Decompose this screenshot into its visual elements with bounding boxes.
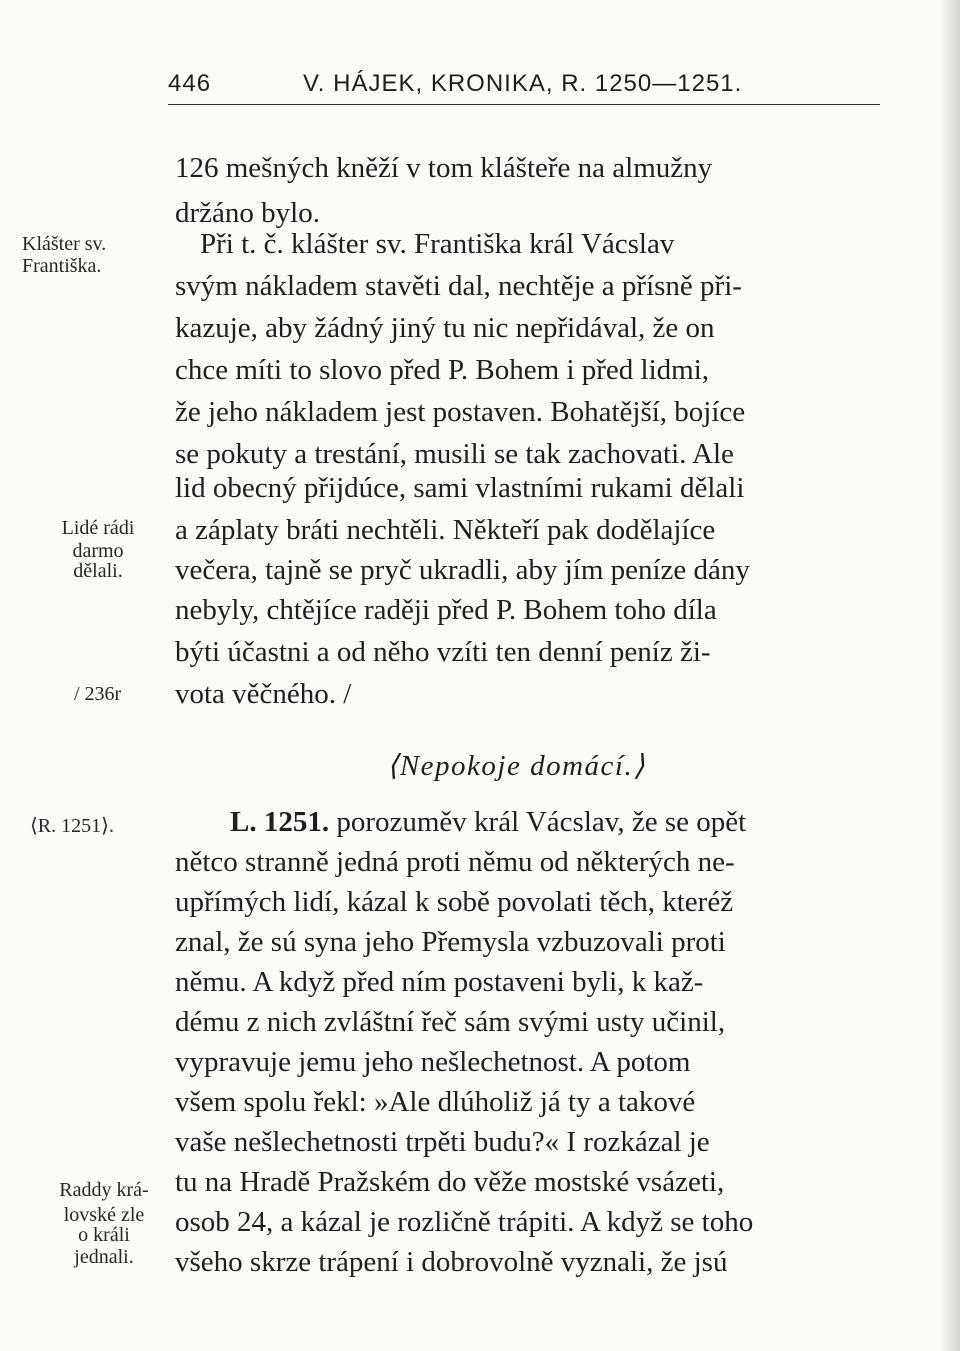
page-edge-shadow xyxy=(938,0,960,1351)
text-line: Při t. č. klášter sv. Františka král Vácslav xyxy=(200,228,675,260)
text-line: němu. A když před ním postaveni byli, k kaž- xyxy=(175,966,704,998)
text-line: že jeho nákladem jest postaven. Bohatější, bojíce xyxy=(175,396,746,428)
year-marker: L. 1251. xyxy=(230,806,330,838)
page-number: 446 xyxy=(168,70,212,97)
section-heading: ⟨Nepokoje domácí.⟩ xyxy=(387,750,647,782)
text-line: večera, tajně se pryč ukradli, aby jím peníze dány xyxy=(175,554,750,586)
header-rule xyxy=(168,104,880,105)
margin-note-klaster: Klášter sv. Františka. xyxy=(22,233,107,277)
text-line: všem spolu řekl: »Ale dlúholiž já ty a takové xyxy=(175,1086,696,1118)
text-line: vypravuje jemu jeho nešlechetnost. A potom xyxy=(175,1046,691,1078)
text-line: 126 mešných kněží v tom klášteře na almužny xyxy=(175,152,713,184)
text-line: upřímých lidí, kázal k sobě povolati těch, kteréž xyxy=(175,886,734,918)
text-line: nebyly, chtějíce raději před P. Bohem toho díla xyxy=(175,594,717,626)
margin-note-lide: Lidé rádi darmo dělali. xyxy=(61,517,135,582)
text-line: osob 24, a kázal je rozličně trápiti. A když se toho xyxy=(175,1206,754,1238)
text-line-rest: porozuměv král Vácslav, že se opět xyxy=(329,806,747,838)
text-line: tu na Hradě Pražském do věže mostské vsázeti, xyxy=(175,1166,725,1198)
margin-note-year: ⟨R. 1251⟩. xyxy=(30,815,114,837)
text-line: znal, že sú syna jeho Přemysla vzbuzovali proti xyxy=(175,926,726,958)
running-title: V. HÁJEK, KRONIKA, R. 1250—1251. xyxy=(303,70,743,97)
text-line: býti účastni a od něho vzíti ten denní peníz ži- xyxy=(175,636,711,668)
text-line: svým nákladem stavěti dal, nechtěje a přísně při- xyxy=(175,270,742,302)
text-line: vaše nešlechetnosti trpěti budu?« I rozkázal je xyxy=(175,1126,710,1158)
text-line: se pokuty a trestání, musili se tak zachovati. Ale xyxy=(175,438,734,470)
text-line: nětco stranně jedná proti němu od některých ne- xyxy=(175,846,735,878)
margin-note-raddy: Raddy krá- lovské zle o králi jednali. xyxy=(59,1179,149,1268)
text-line: chce míti to slovo před P. Bohem i před lidmi, xyxy=(175,354,710,386)
text-line: dému z nich zvláštní řeč sám svými usty učinil, xyxy=(175,1006,726,1038)
text-line: kazuje, aby žádný jiný tu nic nepřidával, že on xyxy=(175,312,715,344)
text-line: všeho skrze trápení i dobrovolně vyznali, že jsú xyxy=(175,1246,728,1278)
running-header xyxy=(168,60,880,108)
margin-note-folio: / 236r xyxy=(74,683,122,705)
text-line xyxy=(230,804,950,840)
text-line: a záplaty bráti nechtěli. Někteří pak dodělajíce xyxy=(175,514,716,546)
text-line: držáno bylo. xyxy=(175,197,320,229)
text-line: vota věčného. / xyxy=(175,678,352,710)
text-line: lid obecný přijdúce, sami vlastními rukami dělali xyxy=(175,472,745,504)
